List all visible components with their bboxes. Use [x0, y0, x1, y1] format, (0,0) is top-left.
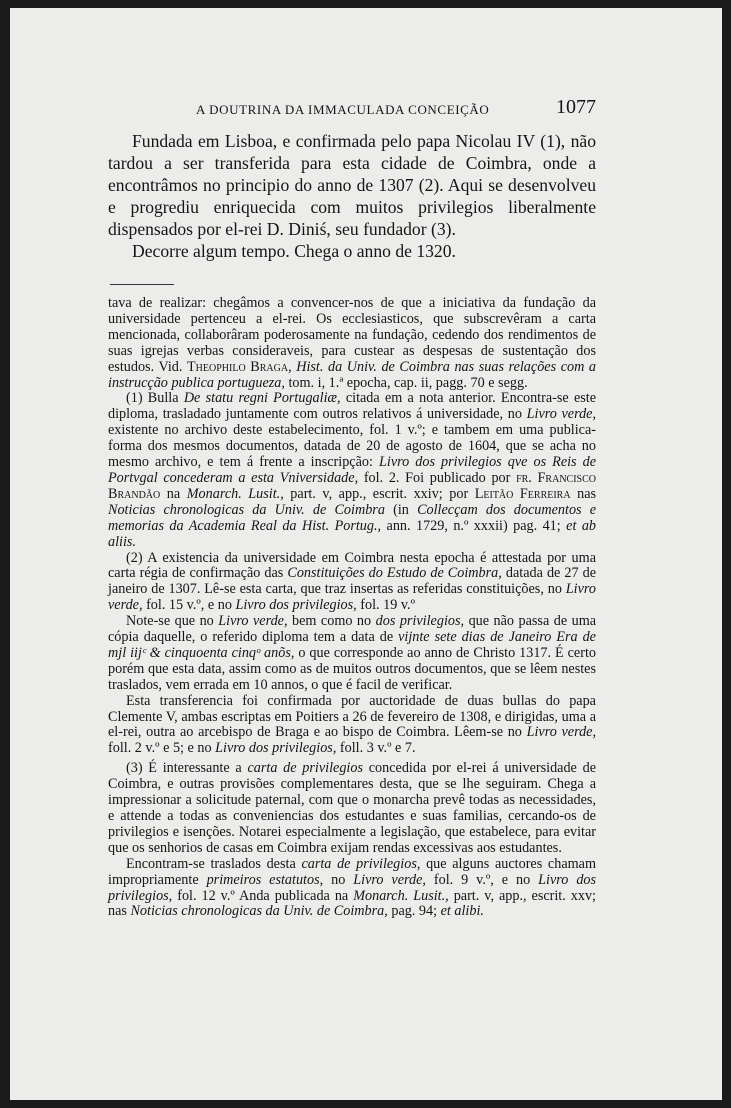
note-text: part. v, app., escrit. xxiv; por	[290, 485, 469, 502]
note-text: foll. 2 v.º e 5; e no	[108, 740, 212, 757]
note-text: existente no archivo deste estabelecimento, fol. 1 v.º; e tambem em uma publica-forma dos mesmos documentos, datada de 20 de agosto de 1604, que se acha no mesmo archivo, e tem á frente a inscripção:	[108, 422, 596, 471]
footnote-rule	[110, 284, 174, 285]
note-author: fr. Francisco Brandão	[108, 469, 596, 502]
note-work-title: Livro dos privilegios,	[108, 871, 597, 904]
footnote-continuation	[108, 296, 596, 391]
note-text: fol. 19 v.º	[360, 597, 415, 614]
note-work-title: Monarch. Lusit.,	[186, 485, 284, 502]
note-author: Theophilo Braga,	[187, 358, 292, 375]
note-text: (3) É interessante a	[126, 760, 242, 777]
running-head	[110, 96, 596, 126]
footnote-3-paragraph	[108, 857, 596, 921]
note-work-title: Livro verde,	[526, 724, 597, 741]
note-text: tom. i, 1.ª epocha, cap. ii, pagg. 70 e segg.	[288, 374, 528, 391]
note-text: pag. 94;	[391, 903, 438, 920]
note-text: o que corresponde ao anno de Christo 1317. É certo porém que esta data, assim como as de muitos outros documentos, que se lêem nestes traslados, vem errada em 10 annos, o que é facil de verificar.	[108, 644, 596, 693]
note-work-title: De statu regni Portugaliæ,	[183, 390, 341, 407]
note-text: part. v, app., escrit. xxv; nas	[108, 887, 596, 920]
note-text: tava de realizar: chegâmos a convencer-nos de que a iniciativa da fundação da universidade pertenceu a el-rei. Os ecclesiasticos, que subscrevêram a carta mencionada, collaborâram poderosamente na fundação, cedendo dos rendimentos de suas igrejas verbas consideraveis, para custear as despesas de sustentação dos estudos. Vid.	[108, 295, 596, 375]
note-text: (1) Bulla	[126, 390, 179, 407]
note-text: bem como no	[292, 613, 372, 630]
note-text: que alguns auctores chamam impropriamente	[108, 855, 596, 888]
note-text: concedida por el-rei á universidade de Coimbra, e outras provisões complementares desta, que se lhe seguiram. Chega a impressionar a solicitude paternal, com que o monarcha prevê todas as necessidades, e attende a todas as conveniencias dos estudantes e suas familias, cercando-os de privilegios e isenções. Notarei especialmente a legislação, que estabelece, para evitar que os senhorios de casas em Coimbra exijam rendas excessivas aos estudantes.	[108, 760, 596, 856]
note-text: citada em a nota anterior. Encontra-se este diploma, trasladado juntamente com outros relativos á universidade, no	[108, 390, 597, 423]
footnote-2-paragraph	[108, 614, 596, 694]
note-work-title: et alibi.	[440, 903, 484, 920]
note-work-title: primeiros estatutos,	[206, 871, 324, 888]
note-work-title: Livro dos privilegios qve os Reis de Portvgal concederam a esta Vniversidade,	[108, 454, 597, 486]
note-work-title: dos privilegios,	[375, 613, 465, 630]
note-text: fol. 12 v.º Anda publicada na	[177, 887, 349, 904]
note-work-title: et ab aliis.	[108, 517, 597, 550]
note-text: fol. 9 v.º, e no	[433, 871, 531, 888]
note-text: (2) A existencia da universidade em Coimbra nesta epocha é attestada por uma carta régia de confirmação das	[108, 549, 596, 582]
note-text: na	[166, 485, 181, 502]
note-text: que não passa de uma cópia daquelle, o referido diploma tem a data de	[108, 613, 597, 646]
running-title: A DOUTRINA DA IMMACULADA CONCEIÇÃO	[196, 102, 490, 117]
note-text: datada de 27 de janeiro de 1307. Lê-se esta carta, que traz insertas as referidas constituições, no	[108, 565, 597, 598]
footnotes	[108, 296, 596, 920]
note-text: nas	[577, 485, 597, 502]
main-paragraph: Decorre algum tempo. Chega o anno de 1320.	[132, 241, 456, 261]
note-text: Encontram-se traslados desta	[126, 855, 296, 872]
main-paragraph: Fundada em Lisboa, e confirmada pelo papa Nicolau IV (1), não tardou a ser transferida para esta cidade de Coimbra, onde a encontrâmos no principio do anno de 1307 (2). Aqui se desenvolveu e progrediu enriquecida com muitos privilegios liberalmente dispensados por el-rei D. Diniś, seu fundador (3).	[108, 131, 596, 239]
book-page	[10, 8, 722, 1100]
note-work-title: Livro verde,	[108, 581, 596, 614]
note-text: Note-se que no	[126, 613, 214, 630]
note-work-title: Livro verde,	[526, 406, 597, 423]
note-quotation: vijnte sete dias de Janeiro Era de mjl iijᶜ & cinquoenta cinqᵒ anõs,	[108, 629, 596, 661]
note-work-title: Collecçam dos documentos e memorias da Academia Real da Hist. Portug.,	[108, 501, 597, 534]
footnote-2-paragraph	[108, 694, 596, 758]
note-work-title: carta de privilegios,	[301, 855, 421, 872]
note-work-title: Livro dos privilegios,	[215, 740, 337, 757]
footnote-2	[108, 551, 596, 615]
note-text: foll. 3 v.º e 7.	[339, 740, 416, 757]
note-work-title: Monarch. Lusit.,	[353, 887, 449, 904]
page-number: 1077	[556, 96, 596, 118]
note-work-title: Noticias chronologicas da Univ. de Coimbra,	[130, 903, 388, 920]
note-work-title: Constituições do Estudo de Coimbra,	[287, 565, 502, 582]
note-work-title: Noticias chronologicas da Univ. de Coimbra	[108, 501, 385, 518]
note-text: ann. 1729, n.º xxxii) pag. 41;	[386, 517, 561, 534]
note-text: Esta transferencia foi confirmada por auctoridade de duas bullas do papa Clemente V, ambas escriptas em Poitiers a 26 de fevereiro de 1308, e dirigidas, uma a el-rei, outra ao arcebispo de Braga e ao bispo de Coimbra. Lêem-se no	[108, 692, 596, 741]
note-text: (in	[393, 501, 409, 518]
note-work-title: Livro verde,	[218, 613, 288, 630]
footnote-3	[108, 761, 596, 856]
note-text: fol. 15 v.º, e no	[146, 597, 232, 614]
note-work-title: Livro dos privilegios,	[235, 597, 357, 614]
note-work-title: Livro verde,	[353, 871, 426, 888]
note-text: fol. 2. Foi publicado por	[363, 469, 511, 486]
note-text: no	[331, 871, 346, 888]
footnote-1	[108, 391, 596, 550]
note-work-title: carta de privilegios	[247, 760, 363, 777]
note-author: Leitão Ferreira	[474, 485, 571, 502]
main-text	[108, 130, 596, 262]
note-work-title: Hist. da Univ. de Coimbra nas suas relações com a instrucção publica portugueza,	[108, 358, 597, 391]
